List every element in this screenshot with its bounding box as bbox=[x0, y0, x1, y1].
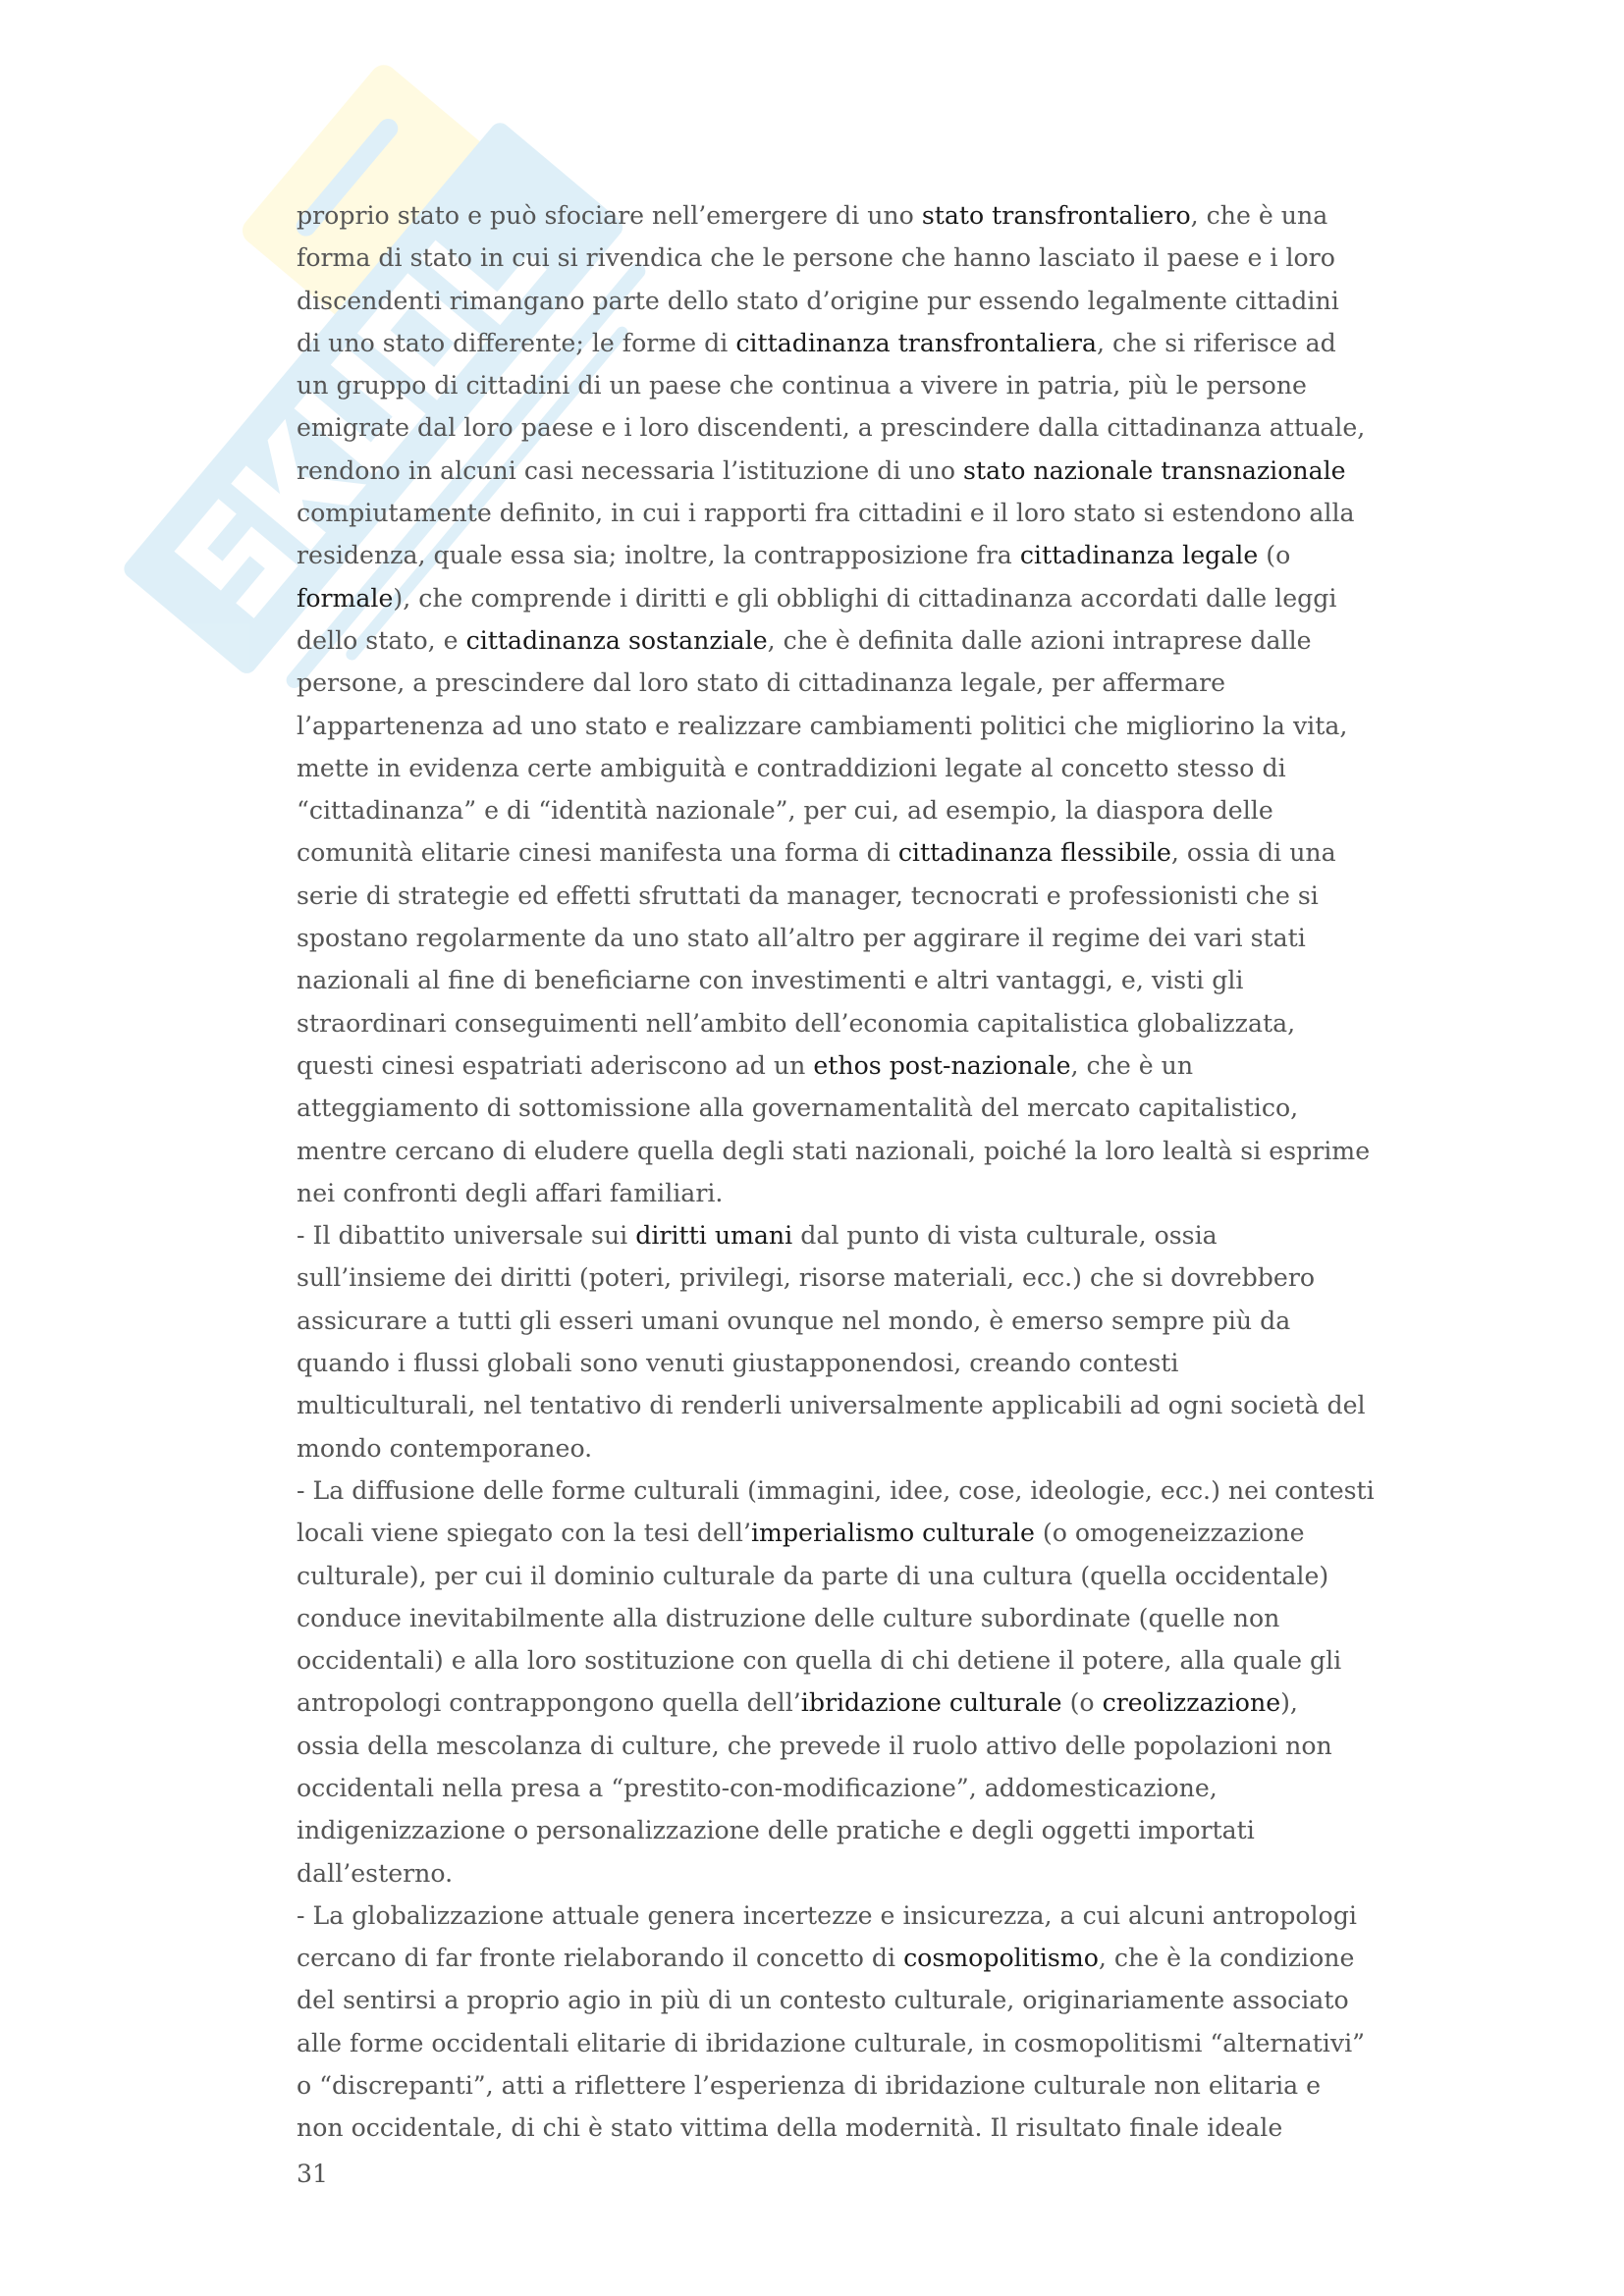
text-line bbox=[297, 875, 1386, 917]
text-run: discendenti rimangano parte dello stato d’origine pur essendo legalmente cittadini bbox=[297, 286, 1339, 315]
text-run: emigrate dal loro paese e i loro discendenti, a prescindere dalla cittadinanza attuale, bbox=[297, 413, 1366, 443]
text-run: alle forme occidentali elitarie di ibridazione culturale, in cosmopolitismi “alternativi” bbox=[297, 2028, 1366, 2057]
text-line bbox=[297, 747, 1386, 789]
text-run: sull’insieme dei diritti (poteri, privilegi, risorse materiali, ecc.) che si dovrebbero bbox=[297, 1263, 1316, 1293]
text-line bbox=[297, 1087, 1386, 1129]
text-run: o “discrepanti”, atti a riflettere l’esperienza di ibridazione culturale non elitaria e bbox=[297, 2071, 1322, 2101]
key-term: stato nazionale transnazionale bbox=[963, 455, 1346, 485]
text-line bbox=[297, 364, 1386, 406]
text-run: (o bbox=[1258, 541, 1291, 570]
text-run: comunità elitarie cinesi manifesta una forma di bbox=[297, 838, 898, 868]
text-line bbox=[297, 577, 1386, 619]
key-term: cittadinanza sostanziale bbox=[465, 625, 768, 655]
text-line bbox=[297, 322, 1386, 364]
text-run: , che è definita dalle azioni intraprese dalle bbox=[767, 625, 1312, 655]
text-line bbox=[297, 194, 1386, 237]
text-line bbox=[297, 1384, 1386, 1426]
text-run: indigenizzazione o personalizzazione delle pratiche e degli oggetti importati bbox=[297, 1816, 1255, 1845]
text-line bbox=[297, 2064, 1386, 2107]
text-line bbox=[297, 1044, 1386, 1087]
text-line bbox=[297, 237, 1386, 279]
body-text bbox=[297, 194, 1386, 2150]
text-run: straordinari conseguimenti nell’ambito dell’economia capitalistica globalizzata, bbox=[297, 1008, 1296, 1038]
text-run: , che è la condizione bbox=[1098, 1944, 1355, 1973]
key-term: cittadinanza flessibile bbox=[897, 838, 1171, 868]
text-line bbox=[297, 1300, 1386, 1342]
text-run: un gruppo di cittadini di un paese che continua a vivere in patria, più le persone bbox=[297, 371, 1307, 400]
text-run: questi cinesi espatriati aderiscono ad un bbox=[297, 1050, 814, 1080]
text-run: forma di stato in cui si rivendica che le persone che hanno lasciato il paese e i loro bbox=[297, 243, 1335, 273]
text-run: non occidentale, di chi è stato vittima della modernità. Il risultato finale ideale bbox=[297, 2113, 1283, 2143]
text-run: assicurare a tutti gli esseri umani ovunque nel mondo, è emerso sempre più da bbox=[297, 1306, 1291, 1335]
key-term: ibridazione culturale bbox=[800, 1688, 1062, 1718]
text-line bbox=[297, 917, 1386, 959]
text-run: serie di strategie ed effetti sfruttati da manager, tecnocrati e professionisti che si bbox=[297, 881, 1319, 910]
text-run: persone, a prescindere dal loro stato di cittadinanza legale, per affermare bbox=[297, 668, 1226, 698]
text-line bbox=[297, 1895, 1386, 1937]
text-line bbox=[297, 2107, 1386, 2149]
text-run: - La globalizzazione attuale genera incertezze e insicurezza, a cui alcuni antropologi bbox=[297, 1900, 1357, 1930]
page-number: 31 bbox=[297, 2160, 329, 2188]
text-run: culturale), per cui il dominio culturale da parte di una cultura (quella occidentale) bbox=[297, 1561, 1329, 1590]
text-run: antropologi contrappongono quella dell’ bbox=[297, 1688, 801, 1718]
text-run: mondo contemporaneo. bbox=[297, 1433, 593, 1463]
text-run: l’appartenenza ad uno stato e realizzare cambiamenti politici che migliorino la vita, bbox=[297, 711, 1348, 740]
text-run: mentre cercano di eludere quella degli stati nazionali, poiché la loro lealtà si esprime bbox=[297, 1136, 1371, 1165]
text-run: occidentali) e alla loro sostituzione con quella di chi detiene il potere, alla quale gli bbox=[297, 1646, 1342, 1676]
key-term: stato transfrontaliero bbox=[921, 201, 1191, 230]
text-line bbox=[297, 1852, 1386, 1895]
key-term: cittadinanza legale bbox=[1019, 541, 1259, 570]
key-term: imperialismo culturale bbox=[750, 1519, 1035, 1548]
key-term: diritti umani bbox=[635, 1221, 793, 1251]
text-run: locali viene spiegato con la tesi dell’ bbox=[297, 1519, 751, 1548]
text-run: multiculturali, nel tentativo di renderli universalmente applicabili ad ogni società del bbox=[297, 1391, 1366, 1420]
text-run: ossia della mescolanza di culture, che prevede il ruolo attivo delle popolazioni non bbox=[297, 1731, 1332, 1760]
text-line bbox=[297, 1597, 1386, 1639]
text-run: del sentirsi a proprio agio in più di un contesto culturale, originariamente associato bbox=[297, 1986, 1349, 2015]
text-line bbox=[297, 450, 1386, 492]
text-run: residenza, quale essa sia; inoltre, la contrapposizione fra bbox=[297, 541, 1020, 570]
text-run: proprio stato e può sfociare nell’emergere di uno bbox=[297, 201, 922, 230]
text-run: conduce inevitabilmente alla distruzione delle culture subordinate (quelle non bbox=[297, 1603, 1280, 1632]
text-run: , che è una bbox=[1190, 201, 1328, 230]
text-line bbox=[297, 1639, 1386, 1682]
text-line bbox=[297, 1342, 1386, 1384]
text-run: spostano regolarmente da uno stato all’altro per aggirare il regime dei vari stati bbox=[297, 924, 1306, 953]
text-run: occidentali nella presa a “prestito-con-modificazione”, addomesticazione, bbox=[297, 1773, 1218, 1802]
text-line bbox=[297, 1256, 1386, 1299]
text-line bbox=[297, 1979, 1386, 2021]
text-run: ), che comprende i diritti e gli obblighi di cittadinanza accordati dalle leggi bbox=[393, 583, 1337, 613]
text-line bbox=[297, 1172, 1386, 1214]
text-line bbox=[297, 1682, 1386, 1724]
key-term: ethos post-nazionale bbox=[813, 1050, 1071, 1080]
text-line bbox=[297, 406, 1386, 449]
text-line bbox=[297, 1512, 1386, 1554]
text-line bbox=[297, 1427, 1386, 1469]
text-run: compiutamente definito, in cui i rapporti fra cittadini e il loro stato si estendono alla bbox=[297, 499, 1355, 528]
text-run: ), bbox=[1280, 1688, 1298, 1718]
text-line bbox=[297, 959, 1386, 1001]
text-run: nei confronti degli affari familiari. bbox=[297, 1178, 724, 1207]
text-run: , ossia di una bbox=[1170, 838, 1336, 868]
text-line bbox=[297, 789, 1386, 831]
text-line bbox=[297, 1214, 1386, 1256]
text-run: (o bbox=[1061, 1688, 1103, 1718]
text-run: quando i flussi globali sono venuti giustapponendosi, creando contesti bbox=[297, 1349, 1179, 1378]
text-run: mette in evidenza certe ambiguità e contraddizioni legate al concetto stesso di bbox=[297, 753, 1286, 782]
text-line bbox=[297, 705, 1386, 747]
text-line bbox=[297, 1725, 1386, 1767]
text-line bbox=[297, 1130, 1386, 1172]
text-line bbox=[297, 1469, 1386, 1512]
text-line bbox=[297, 1937, 1386, 1979]
text-line bbox=[297, 2022, 1386, 2064]
text-line bbox=[297, 1555, 1386, 1597]
text-run: , che è un bbox=[1070, 1050, 1194, 1080]
text-run: nazionali al fine di beneficiarne con investimenti e altri vantaggi, e, visti gli bbox=[297, 966, 1244, 995]
text-run: rendono in alcuni casi necessaria l’istituzione di uno bbox=[297, 455, 964, 485]
text-run: dall’esterno. bbox=[297, 1858, 454, 1888]
text-run: - Il dibattito universale sui bbox=[297, 1221, 636, 1251]
text-run: atteggiamento di sottomissione alla governamentalità del mercato capitalistico, bbox=[297, 1094, 1299, 1123]
text-line bbox=[297, 492, 1386, 534]
text-run: di uno stato differente; le forme di bbox=[297, 328, 736, 357]
text-run: , che si riferisce ad bbox=[1096, 328, 1336, 357]
key-term: creolizzazione bbox=[1102, 1688, 1281, 1718]
text-run: “cittadinanza” e di “identità nazionale”, per cui, ad esempio, la diaspora delle bbox=[297, 796, 1273, 826]
text-run: dello stato, e bbox=[297, 625, 466, 655]
text-line bbox=[297, 534, 1386, 576]
text-run: dal punto di vista culturale, ossia bbox=[792, 1221, 1218, 1251]
text-line bbox=[297, 280, 1386, 322]
text-line bbox=[297, 831, 1386, 874]
text-run: cercano di far fronte rielaborando il concetto di bbox=[297, 1944, 904, 1973]
text-run: - La diffusione delle forme culturali (immagini, idee, cose, ideologie, ecc.) nei contesti bbox=[297, 1475, 1375, 1505]
key-term: cosmopolitismo bbox=[903, 1944, 1099, 1973]
text-line bbox=[297, 662, 1386, 704]
text-line bbox=[297, 1767, 1386, 1809]
key-term: cittadinanza transfrontaliera bbox=[735, 328, 1097, 357]
text-line bbox=[297, 1002, 1386, 1044]
text-line bbox=[297, 1809, 1386, 1851]
key-term: formale bbox=[297, 583, 394, 613]
text-line bbox=[297, 619, 1386, 662]
text-run: (o omogeneizzazione bbox=[1034, 1519, 1305, 1548]
